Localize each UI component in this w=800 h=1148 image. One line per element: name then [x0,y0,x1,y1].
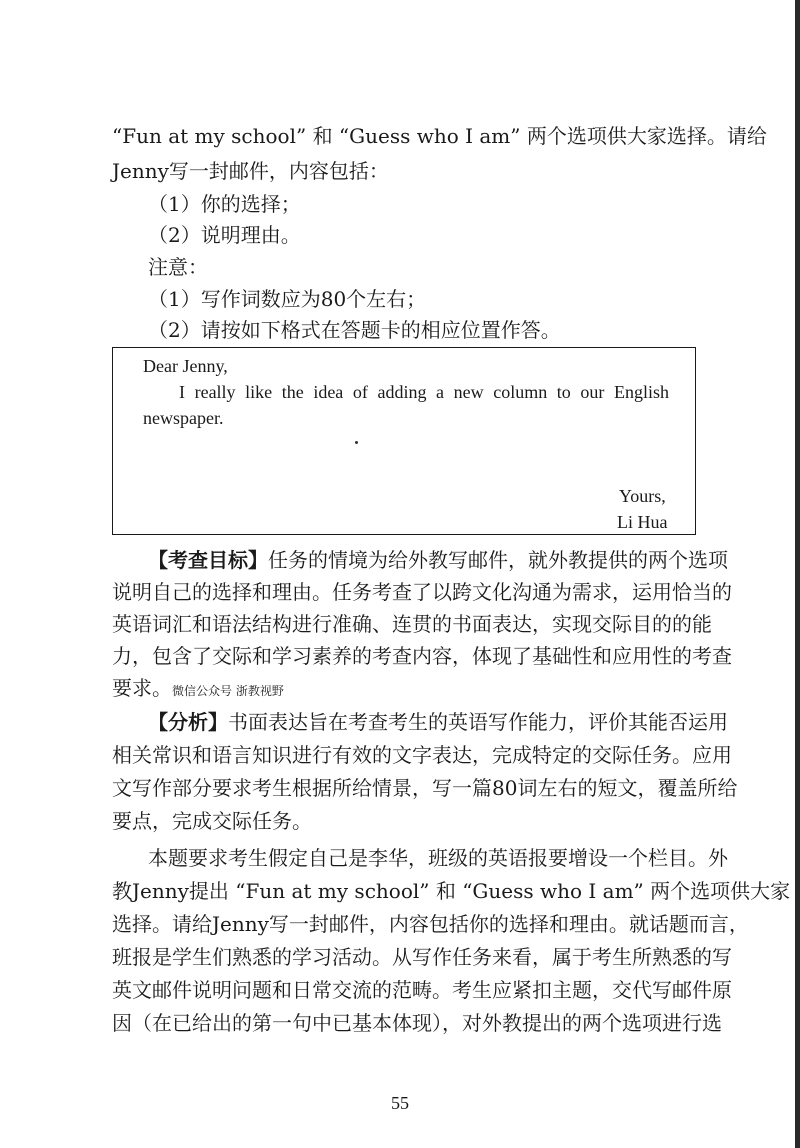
paragraph3-line-6: 因（在已给出的第一句中已基本体现），对外教提出的两个选项进行选 [112,1011,722,1035]
intro-line-1: “Fun at my school” 和 “Guess who I am” 两个选项供大家选择。请给 [112,124,767,148]
intro-note-2: （2）请按如下格式在答题卡的相应位置作答。 [148,318,561,342]
stray-dot [355,441,358,444]
objective-line-2: 说明自己的选择和理由。任务考查了以跨文化沟通为需求，运用恰当的 [112,580,732,604]
objective-label: 【考查目标】 [148,548,268,572]
watermark: 微信公众号 浙教视野 [172,684,284,698]
paragraph3-line-5: 英文邮件说明问题和日常交流的范畴。考生应紧扣主题，交代写邮件原 [112,978,732,1002]
analysis-line-1-text: 书面表达旨在考查考生的英语写作能力，评价其能否运用 [228,710,728,734]
intro-note-1: （1）写作词数应为80个左右； [148,287,427,311]
analysis-line-3: 文写作部分要求考生根据所给情景，写一篇80词左右的短文，覆盖所给 [112,776,738,800]
objective-line-3: 英语词汇和语法结构进行准确、连贯的书面表达，实现交际目的的能 [112,612,712,636]
analysis-line-4: 要点，完成交际任务。 [112,809,312,833]
intro-line-2: Jenny写一封邮件，内容包括： [112,159,389,183]
page-number: 55 [391,1093,409,1113]
paragraph3-line-4: 班报是学生们熟悉的学习活动。从写作任务来看，属于考生所熟悉的写 [112,945,732,969]
letter-template-box [112,347,696,535]
objective-line-1-text: 任务的情境为给外教写邮件，就外教提供的两个选项 [268,548,728,572]
intro-item-2: （2）说明理由。 [148,223,301,247]
paragraph3-line-2: 教Jenny提出 “Fun at my school” 和 “Guess who I am” 两个选项供大家 [112,879,791,903]
analysis-line-2: 相关常识和语言知识进行有效的文字表达，完成特定的交际任务。应用 [112,743,732,767]
objective-line-4: 力，包含了交际和学习素养的考查内容，体现了基础性和应用性的考查 [112,644,732,668]
letter-body-line-1: I really like the idea of adding a new column to our English [179,382,669,402]
letter-greeting: Dear Jenny, [143,356,228,376]
objective-line-1 [148,546,728,574]
objective-line-5-text: 要求。 [112,676,172,700]
letter-closing: Yours, [619,486,666,506]
paragraph3-line-3: 选择。请给Jenny写一封邮件，内容包括你的选择和理由。就话题而言， [112,912,749,936]
intro-item-1: （1）你的选择； [148,192,301,216]
objective-line-5 [112,674,702,705]
page-edge [795,0,800,1148]
paragraph3-line-1: 本题要求考生假定自己是李华，班级的英语报要增设一个栏目。外 [148,846,728,870]
analysis-line-1 [148,708,728,736]
letter-signature: Li Hua [617,512,668,532]
letter-body-line-2: newspaper. [143,408,224,428]
intro-note-label: 注意： [148,255,208,279]
analysis-label: 【分析】 [148,710,228,734]
